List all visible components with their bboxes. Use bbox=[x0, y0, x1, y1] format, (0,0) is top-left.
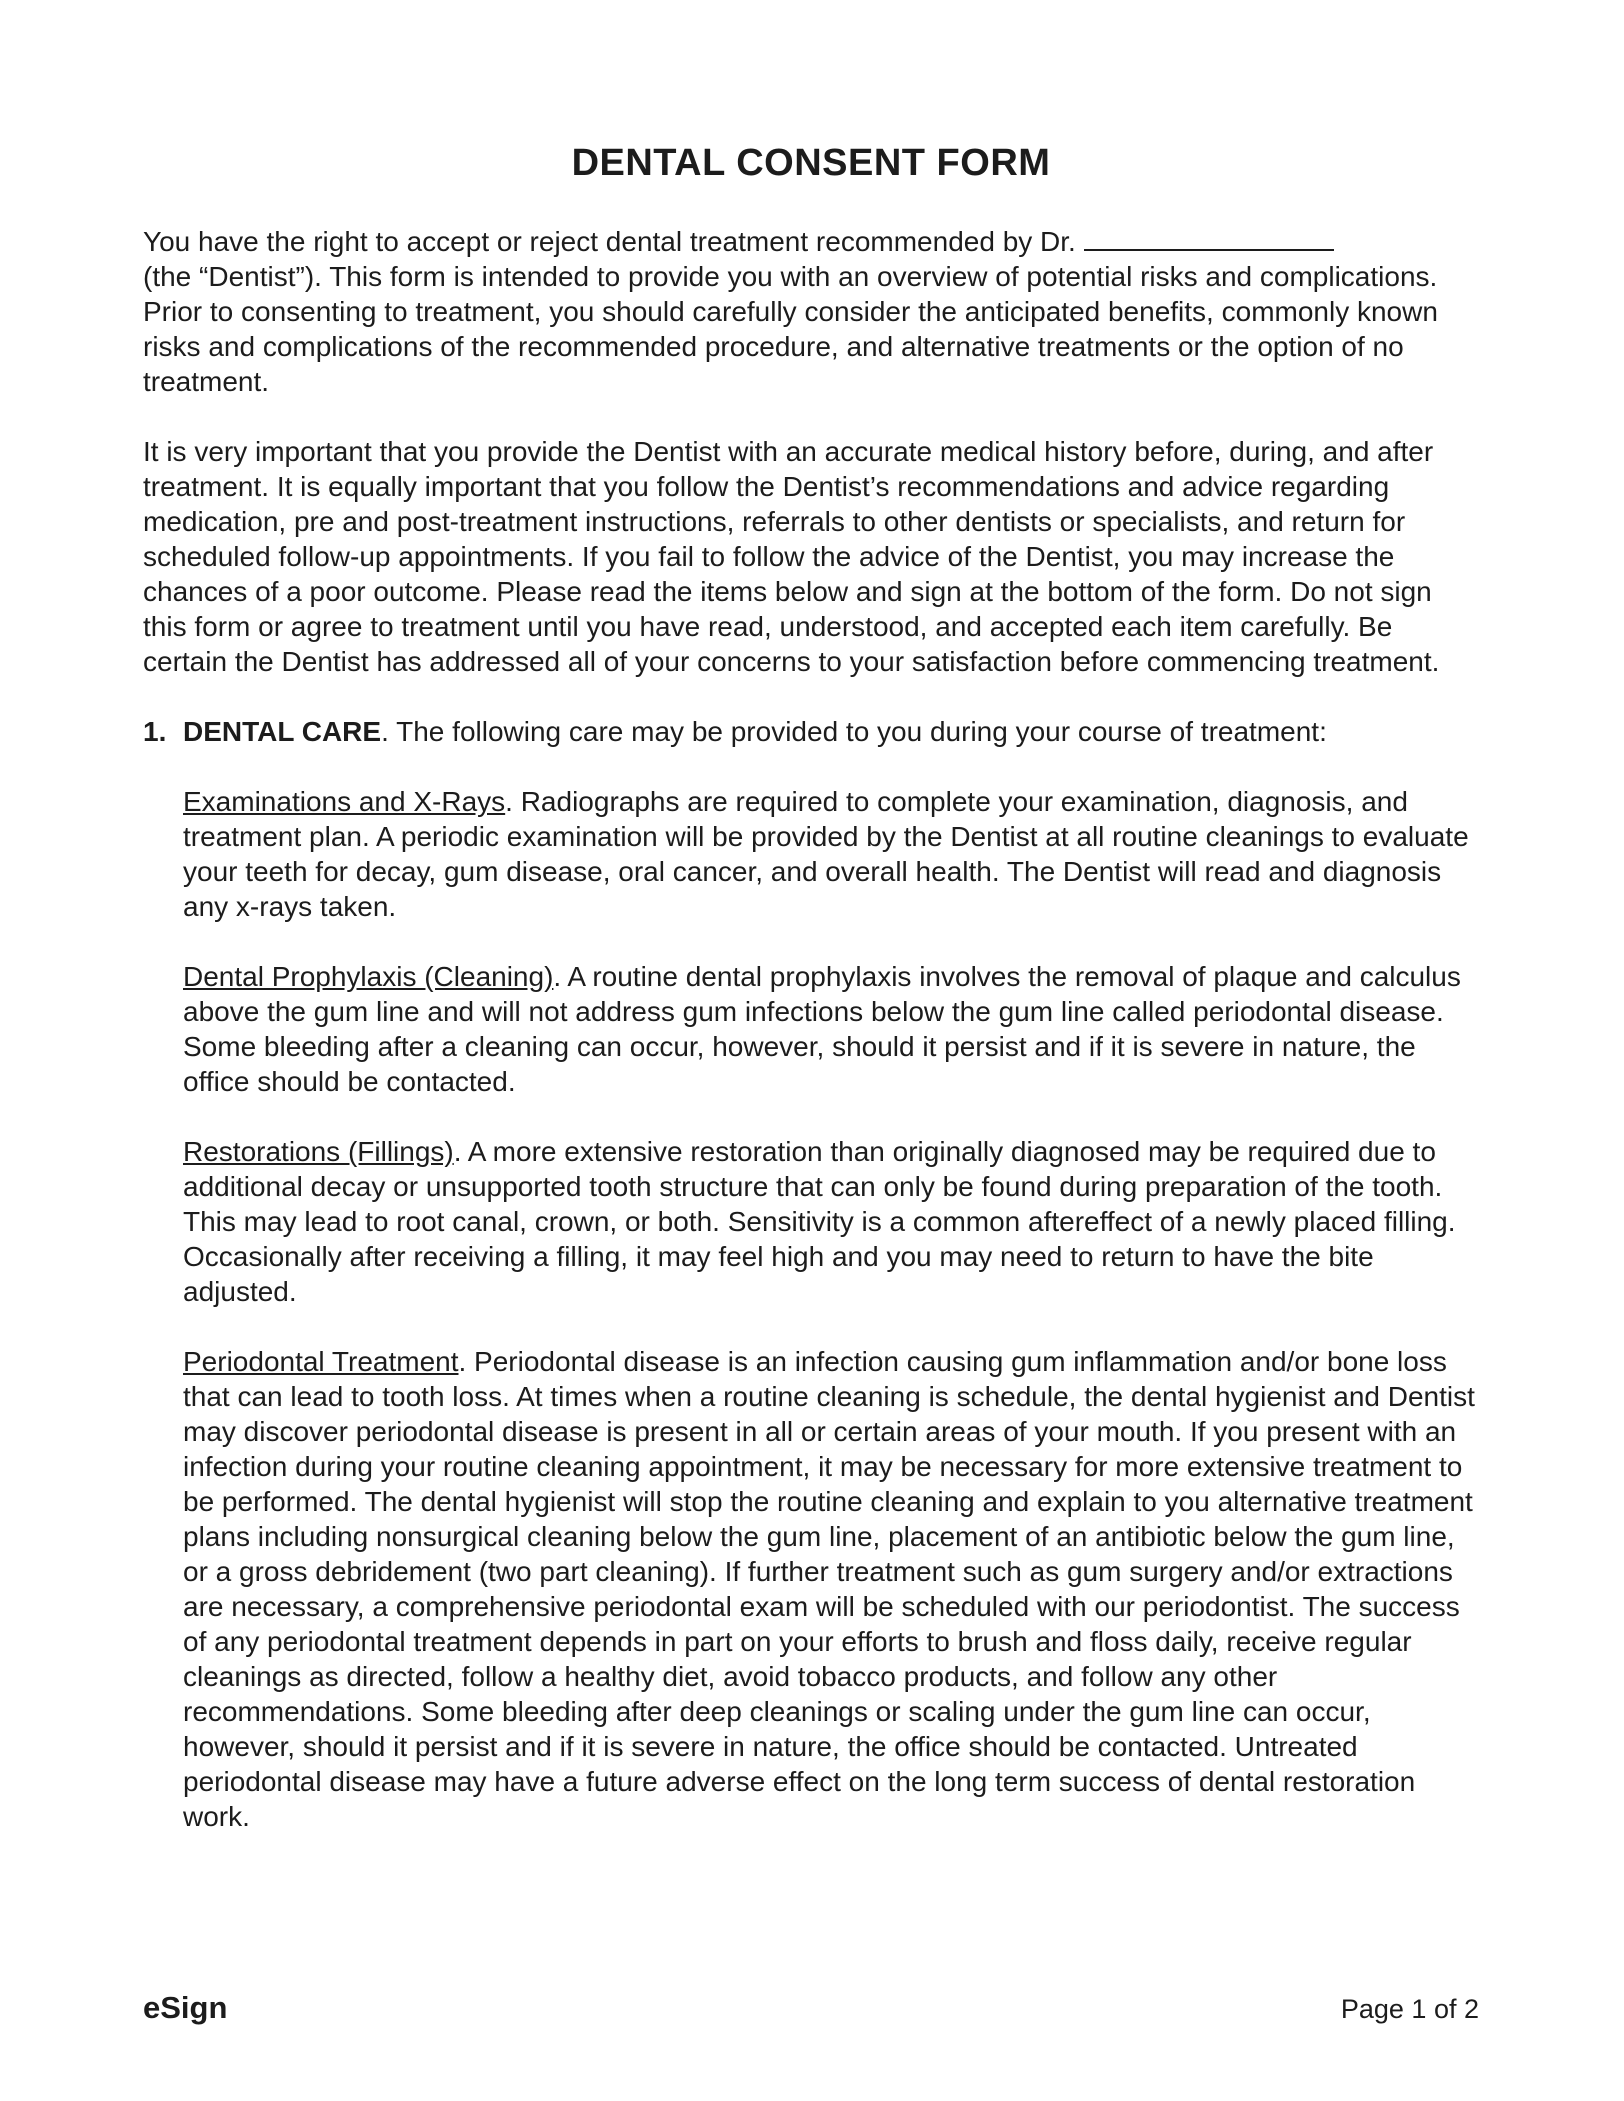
care-item-body-prophylaxis: . A routine dental prophylaxis involves the removal of plaque and calculus above the gum line and will not address gum infections below the gum line called periodontal disease. Some bleeding after a cleaning can occur, however, should it persist and if it is severe in nature, the office should be contacted. bbox=[183, 961, 1461, 1097]
page-footer bbox=[143, 1991, 1479, 2025]
dentist-name-blank bbox=[1084, 225, 1334, 251]
care-item-restorations bbox=[183, 1134, 1479, 1309]
care-item-heading-periodontal: Periodontal Treatment bbox=[183, 1346, 459, 1377]
intro-paragraph-1 bbox=[143, 224, 1479, 399]
care-item-body-periodontal: . Periodontal disease is an infection causing gum inflammation and/or bone loss that can lead to tooth loss. At times when a routine cleaning is schedule, the dental hygienist and Dentist may discover periodontal disease is present in all or certain areas of your mouth. If you present with an infection during your routine cleaning appointment, it may be necessary for more extensive treatment to be performed. The dental hygienist will stop the routine cleaning and explain to you alternative treatment plans including nonsurgical cleaning below the gum line, placement of an antibiotic below the gum line, or a gross debridement (two part cleaning). If further treatment such as gum surgery and/or extractions are necessary, a comprehensive periodontal exam will be scheduled with our periodontist. The success of any periodontal treatment depends in part on your efforts to brush and floss daily, receive regular cleanings as directed, follow a healthy diet, avoid tobacco products, and follow any other recommendations. Some bleeding after deep cleanings or scaling under the gum line can occur, however, should it persist and if it is severe in nature, the office should be contacted. Untreated periodontal disease may have a future adverse effect on the long term success of dental restoration work. bbox=[183, 1346, 1475, 1832]
esign-logo: eSign bbox=[143, 1990, 228, 2025]
section-number: 1. bbox=[143, 716, 167, 747]
intro-p1-text-start: You have the right to accept or reject dental treatment recommended by Dr. bbox=[143, 226, 1076, 257]
page-title: DENTAL CONSENT FORM bbox=[571, 142, 1051, 184]
intro-paragraph-2: It is very important that you provide the Dentist with an accurate medical history before, during, and after treatment. It is equally important that you follow the Dentist’s recommendations and advice regarding medication, pre and post-treatment instructions, referrals to other dentists or specialists, and return for scheduled follow-up appointments. If you fail to follow the advice of the Dentist, you may increase the chances of a poor outcome. Please read the items below and sign at the bottom of the form. Do not sign this form or agree to treatment until you have read, understood, and accepted each item carefully. Be certain the Dentist has addressed all of your concerns to your satisfaction before commencing treatment. bbox=[143, 436, 1440, 677]
care-item-examinations bbox=[183, 784, 1479, 924]
section-dental-care-row bbox=[143, 714, 1479, 749]
care-item-periodontal bbox=[183, 1344, 1479, 1834]
intro-p1-text-rest: (the “Dentist”). This form is intended to provide you with an overview of potential risks and complications. Prior to consenting to treatment, you should carefully consider the anticipated benefits, commonly known risks and complications of the recommended procedure, and alternative treatments or the option of no treatment. bbox=[143, 261, 1438, 397]
section-dental-care-text bbox=[183, 714, 1327, 749]
care-item-body-restorations: . A more extensive restoration than originally diagnosed may be required due to additional decay or unsupported tooth structure that can only be found during preparation of the tooth. This may lead to root canal, crown, or both. Sensitivity is a common aftereffect of a newly placed filling. Occasionally after receiving a filling, it may feel high and you may need to return to have the bite adjusted. bbox=[183, 1136, 1456, 1307]
section-heading-rest: . The following care may be provided to you during your course of treatment: bbox=[381, 716, 1327, 747]
section-heading: DENTAL CARE bbox=[183, 716, 382, 747]
care-item-prophylaxis bbox=[183, 959, 1479, 1099]
care-item-heading-restorations: Restorations (Fillings) bbox=[183, 1136, 454, 1167]
page-indicator: Page 1 of 2 bbox=[1340, 1994, 1479, 2024]
care-item-heading-examinations: Examinations and X-Rays bbox=[183, 786, 506, 817]
care-item-body-examinations: . Radiographs are required to complete your examination, diagnosis, and treatment plan. A periodic examination will be provided by the Dentist at all routine cleanings to evaluate your teeth for decay, gum disease, oral cancer, and overall health. The Dentist will read and diagnosis any x-rays taken. bbox=[183, 786, 1469, 922]
care-item-heading-prophylaxis: Dental Prophylaxis (Cleaning) bbox=[183, 961, 554, 992]
